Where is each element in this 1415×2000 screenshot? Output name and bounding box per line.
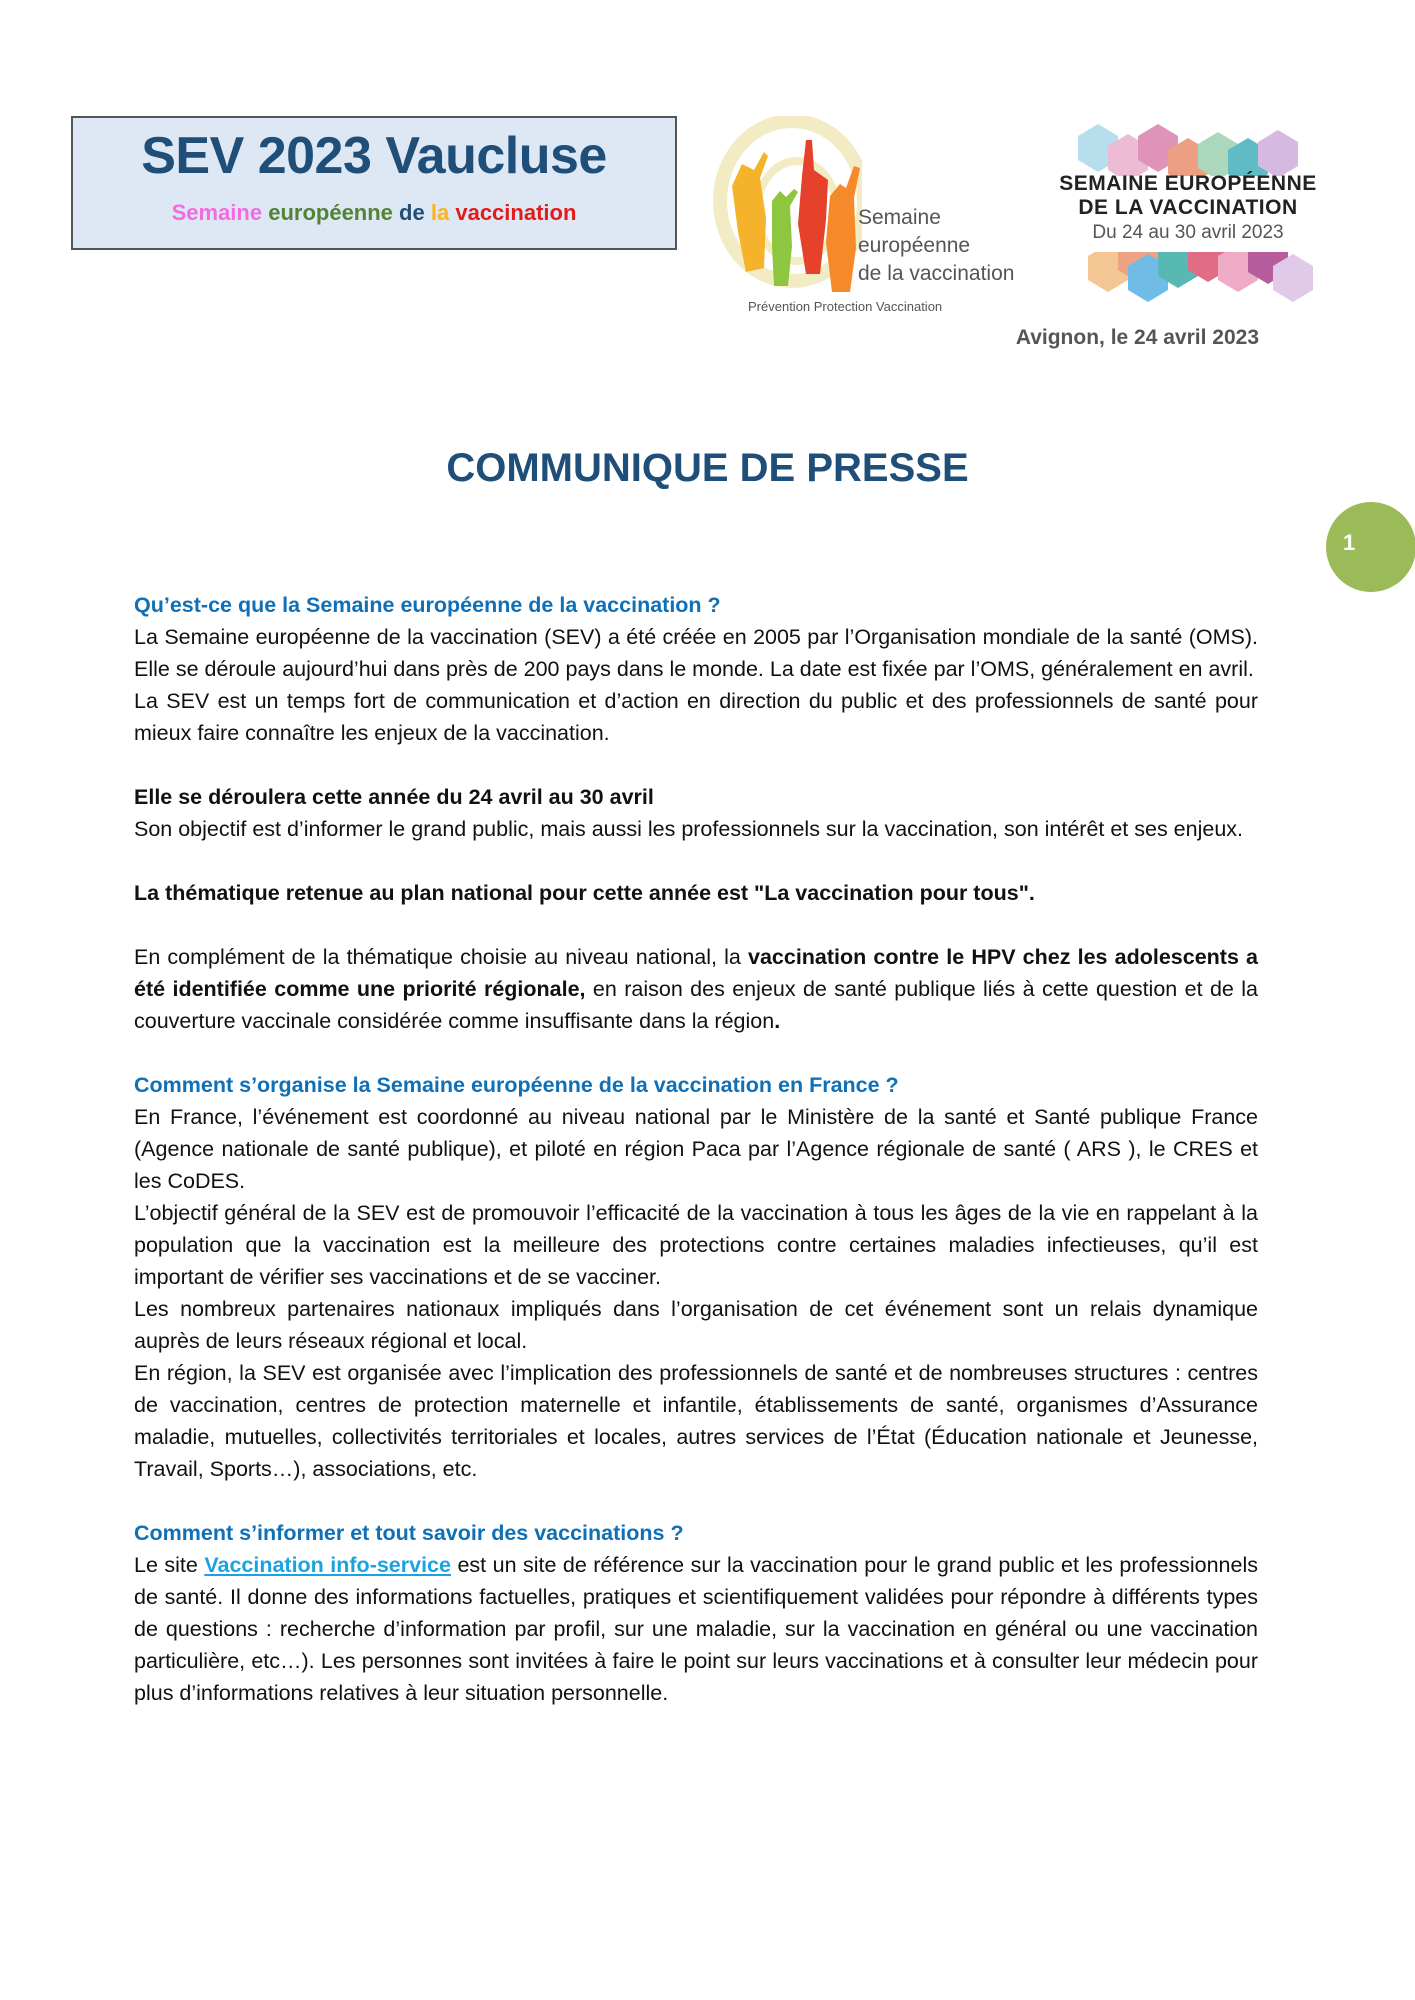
logo-dates: Du 24 au 30 avril 2023 [1092,222,1284,243]
page-number-badge [1326,502,1415,592]
sev-2023-logo [1058,116,1318,306]
paragraph: Le site Vaccination info-service est un site de référence sur la vaccination pour le grand public et les professionnels de santé. Il donne des informations factuelles, pratiques et scientifiquement validées pour répondre à différents types de questions : recherche d’information par profil, sur une maladie, sur la vaccination en général ou une vaccination particulière, etc…). Les personnes sont invitées à faire le point sur leurs vaccinations et à consulter leur médecin pour plus d’informations relatives à leur situation personnelle. [134,1553,1259,1705]
paragraph: La Semaine européenne de la vaccination (SEV) a été créée en 2005 par l’Organisation mondiale de la santé (OMS). Elle se déroule aujourd’hui dans près de 200 pays dans le monde. La date est fixée par l’OMS, généralement en avril. [134,625,1258,681]
subtitle-word: européenne [268,200,393,225]
section-heading: Qu’est-ce que la Semaine européenne de la vaccination ? [134,593,721,617]
paragraph: En France, l’événement est coordonné au niveau national par le Ministère de la santé et Santé publique France (Agence nationale de santé publique), et piloté en région Paca par l’Agence régionale de santé ( ARS ), le CRES et les CoDES. [134,1105,1258,1193]
section-heading: Comment s’organise la Semaine européenne de la vaccination en France ? [134,1073,899,1097]
title-box [71,116,677,250]
paragraph: La SEV est un temps fort de communication et d’action en direction du public et des professionnels de santé pour mieux faire connaître les enjeux de la vaccination. [134,689,1258,745]
paragraph: En complément de la thématique choisie au niveau national, la vaccination contre le HPV chez les adolescents a été identifiée comme une priorité régionale, en raison des enjeux de santé publique liés à cette question et de la couverture vaccinale considérée comme insuffisante dans la région. [134,945,1258,1033]
section-heading: Comment s’informer et tout savoir des vaccinations ? [134,1521,684,1545]
page-title: COMMUNIQUE DE PRESSE [446,446,969,490]
children-silhouettes-icon [712,116,862,296]
document-date: Avignon, le 24 avril 2023 [1015,326,1259,349]
subtitle-word: de [399,200,425,225]
sev-logo-children [712,116,1022,326]
press-release-body [134,589,1258,1709]
logo-text: Semaine européenne de la vaccination [858,206,1015,285]
logo-line-1: SEMAINE EUROPÉENNE [1059,172,1317,195]
page-number: 1 [1343,530,1356,555]
subtitle-word: Semaine [171,200,263,225]
logo-line-2: DE LA VACCINATION [1078,196,1298,219]
subtitle-word: vaccination [455,200,577,225]
paragraph: Son objectif est d’informer le grand public, mais aussi les professionnels sur la vaccination, son intérêt et ses enjeux. [134,817,1244,841]
paragraph: En région, la SEV est organisée avec l’implication des professionnels de santé et de nombreuses structures : centres de vaccination, centres de protection maternelle et infantile, établissements de santé, organismes d’Assurance maladie, mutuelles, collectivités territoriales et locales, autres services de l’État (Éducation nationale et Jeunesse, Travail, Sports…), associations, etc. [134,1361,1258,1481]
subtitle-word: la [430,200,450,225]
logo-tagline: Prévention Protection Vaccination [748,299,943,314]
document-title: SEV 2023 Vaucluse [141,127,607,185]
vaccination-info-service-link[interactable]: Vaccination info-service [204,1553,451,1577]
paragraph: L’objectif général de la SEV est de promouvoir l’efficacité de la vaccination à tous les âges de la vie en rappelant à la population que la vaccination est la meilleure des protections contre certaines maladies infectieuses, qu’il est important de vérifier ses vaccinations et de se vacciner. [134,1201,1258,1289]
paragraph: Les nombreux partenaires nationaux impliqués dans l’organisation de cet événement sont un relais dynamique auprès de leurs réseaux régional et local. [134,1297,1258,1353]
bold-statement: La thématique retenue au plan national pour cette année est "La vaccination pour tous". [134,881,1035,905]
bold-statement: Elle se déroulera cette année du 24 avril au 30 avril [134,785,654,809]
document-subtitle [73,200,675,226]
